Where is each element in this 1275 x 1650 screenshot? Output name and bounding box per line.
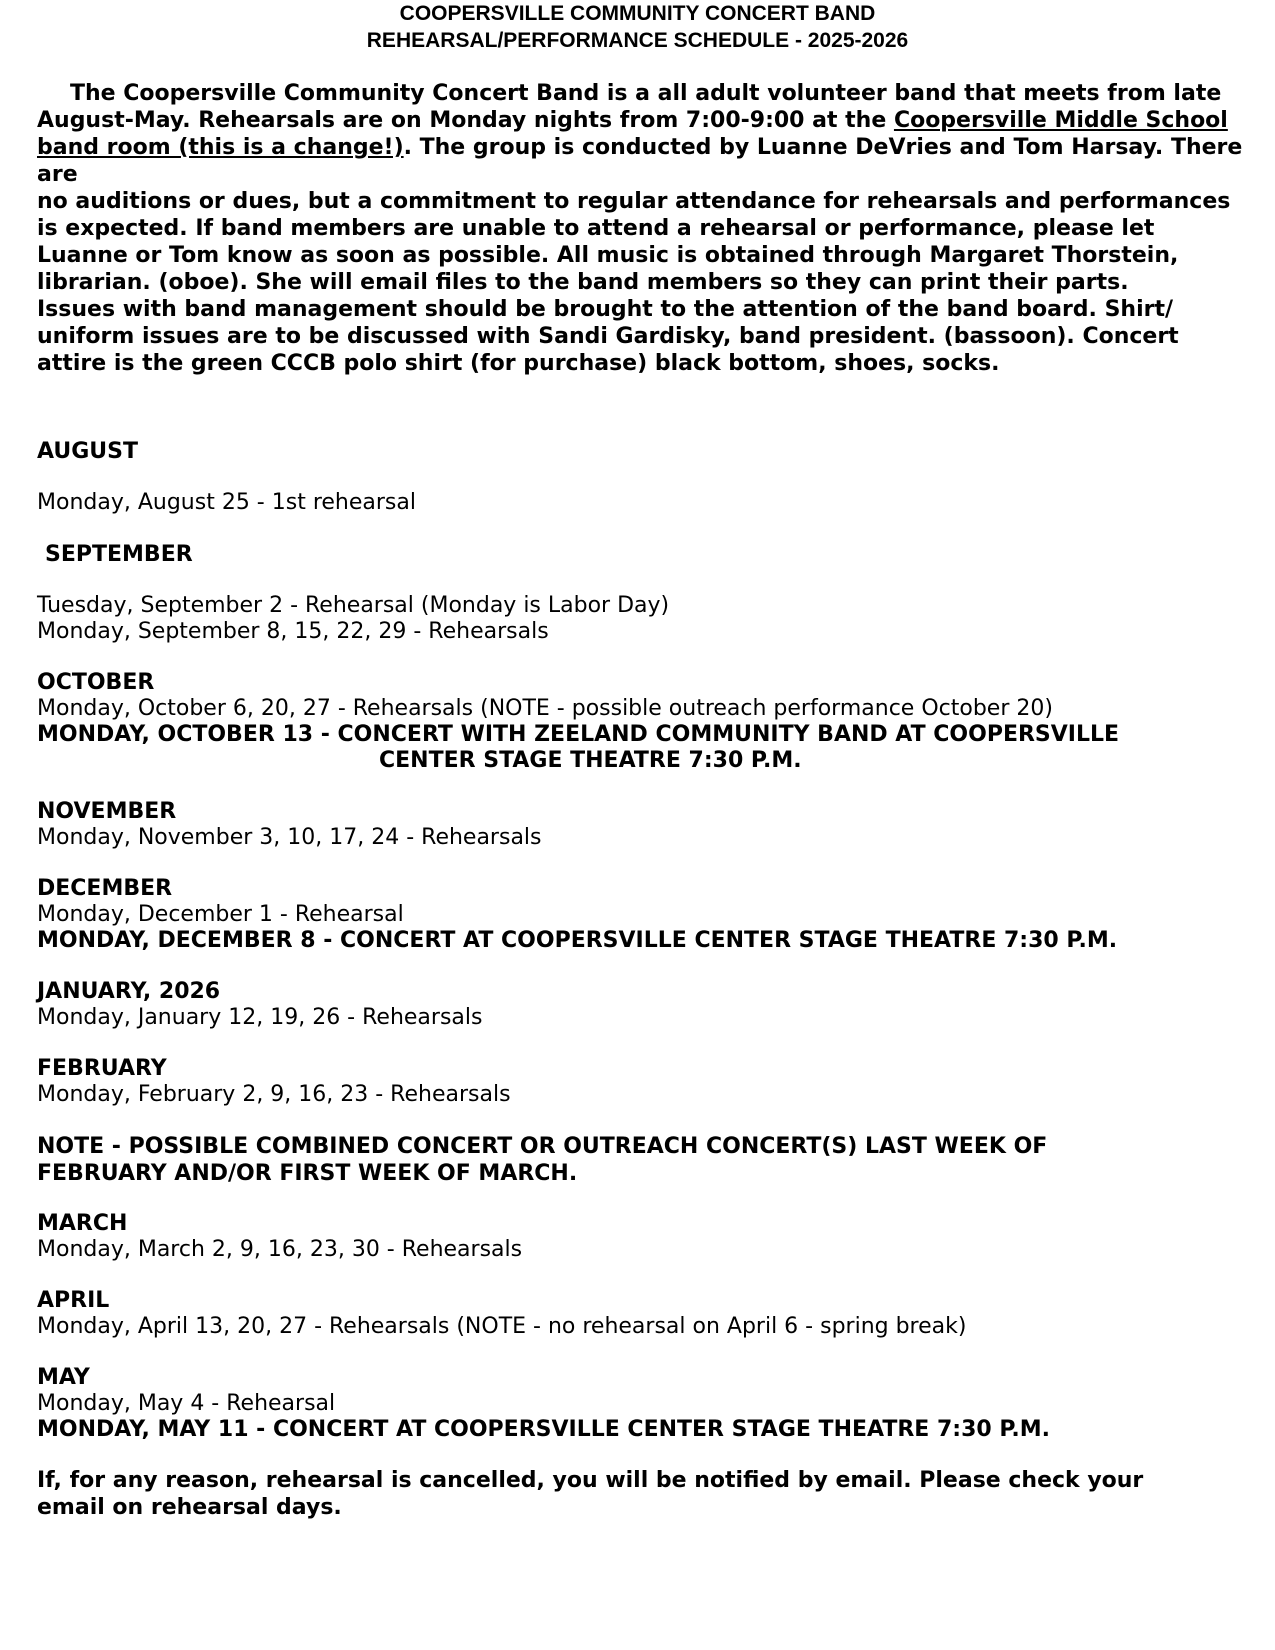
combined-concert-note: NOTE - POSSIBLE COMBINED CONCERT OR OUTREACH CONCERT(S) LAST WEEK OF FEBRUARY AND/OR FIRST WEEK OF MARCH. <box>37 1134 1048 1186</box>
heading-september: SEPTEMBER <box>45 542 193 567</box>
intro-paragraph-2: no auditions or dues, but a commitment to regular attendance for rehearsals and performances is expected. If band members are unable to attend a rehearsal or performance, please let Luanne or Tom know as soon as possible. All music is obtained through Margaret Thorstein, librarian. (oboe). She will email files to the band members so they can print their parts. <box>37 189 1231 295</box>
venue-underlined: Coopersville Middle School band room (this is a change!) <box>37 108 1228 160</box>
heading-february: FEBRUARY <box>37 1056 167 1081</box>
september-line-2: Monday, September 8, 15, 22, 29 - Rehearsals <box>37 619 549 644</box>
november-line-1: Monday, November 3, 10, 17, 24 - Rehearsals <box>37 825 542 850</box>
august-line-1: Monday, August 25 - 1st rehearsal <box>37 490 416 515</box>
heading-november: NOVEMBER <box>37 799 177 824</box>
october-concert-line-2: CENTER STAGE THEATRE 7:30 P.M. <box>379 748 802 773</box>
intro-p1-end: . The group is conducted by Luanne DeVries and Tom Harsay. There are <box>37 135 1243 187</box>
december-line-1: Monday, December 1 - Rehearsal <box>37 902 404 927</box>
may-concert: MONDAY, MAY 11 - CONCERT AT COOPERSVILLE CENTER STAGE THEATRE 7:30 P.M. <box>37 1417 1051 1442</box>
heading-october: OCTOBER <box>37 670 155 695</box>
march-line-1: Monday, March 2, 9, 16, 23, 30 - Rehearsals <box>37 1237 523 1262</box>
intro-paragraph-3: Issues with band management should be brought to the attention of the band board. Shirt/ uniform issues are to be discussed with Sandi Gardisky, band president. (bassoon). Concert attire is the green CCCB polo shirt (for purchase) black bottom, shoes, socks. <box>37 297 1179 376</box>
heading-december: DECEMBER <box>37 876 173 901</box>
october-concert-line-1: MONDAY, OCTOBER 13 - CONCERT WITH ZEELAND COMMUNITY BAND AT COOPERSVILLE <box>37 722 1120 747</box>
intro-paragraph-1 <box>37 80 1247 188</box>
heading-may: MAY <box>37 1365 90 1390</box>
heading-march: MARCH <box>37 1211 128 1236</box>
title-line-2: REHEARSAL/PERFORMANCE SCHEDULE - 2025-2026 <box>366 29 909 52</box>
heading-january: JANUARY, 2026 <box>37 979 221 1004</box>
september-line-1: Tuesday, September 2 - Rehearsal (Monday is Labor Day) <box>37 593 670 618</box>
april-line-1: Monday, April 13, 20, 27 - Rehearsals (NOTE - no rehearsal on April 6 - spring break) <box>37 1314 967 1339</box>
december-concert: MONDAY, DECEMBER 8 - CONCERT AT COOPERSVILLE CENTER STAGE THEATRE 7:30 P.M. <box>37 928 1118 953</box>
heading-august: AUGUST <box>37 439 138 464</box>
february-line-1: Monday, February 2, 9, 16, 23 - Rehearsals <box>37 1082 511 1107</box>
closing-note: If, for any reason, rehearsal is cancelled, you will be notified by email. Please check your email on rehearsal days. <box>37 1468 1144 1520</box>
heading-april: APRIL <box>37 1288 110 1313</box>
intro-text <box>37 80 1247 377</box>
may-line-1: Monday, May 4 - Rehearsal <box>37 1391 336 1416</box>
october-line-1: Monday, October 6, 20, 27 - Rehearsals (NOTE - possible outreach performance October 20) <box>37 696 1053 721</box>
title-line-1: COOPERSVILLE COMMUNITY CONCERT BAND <box>399 2 876 25</box>
january-line-1: Monday, January 12, 19, 26 - Rehearsals <box>37 1005 483 1030</box>
intro-p1-start: The Coopersville Community Concert Band is a all adult volunteer band that meets from late August-May. Rehearsals are on Monday nights from 7:00-9:00 at the <box>37 81 1222 133</box>
